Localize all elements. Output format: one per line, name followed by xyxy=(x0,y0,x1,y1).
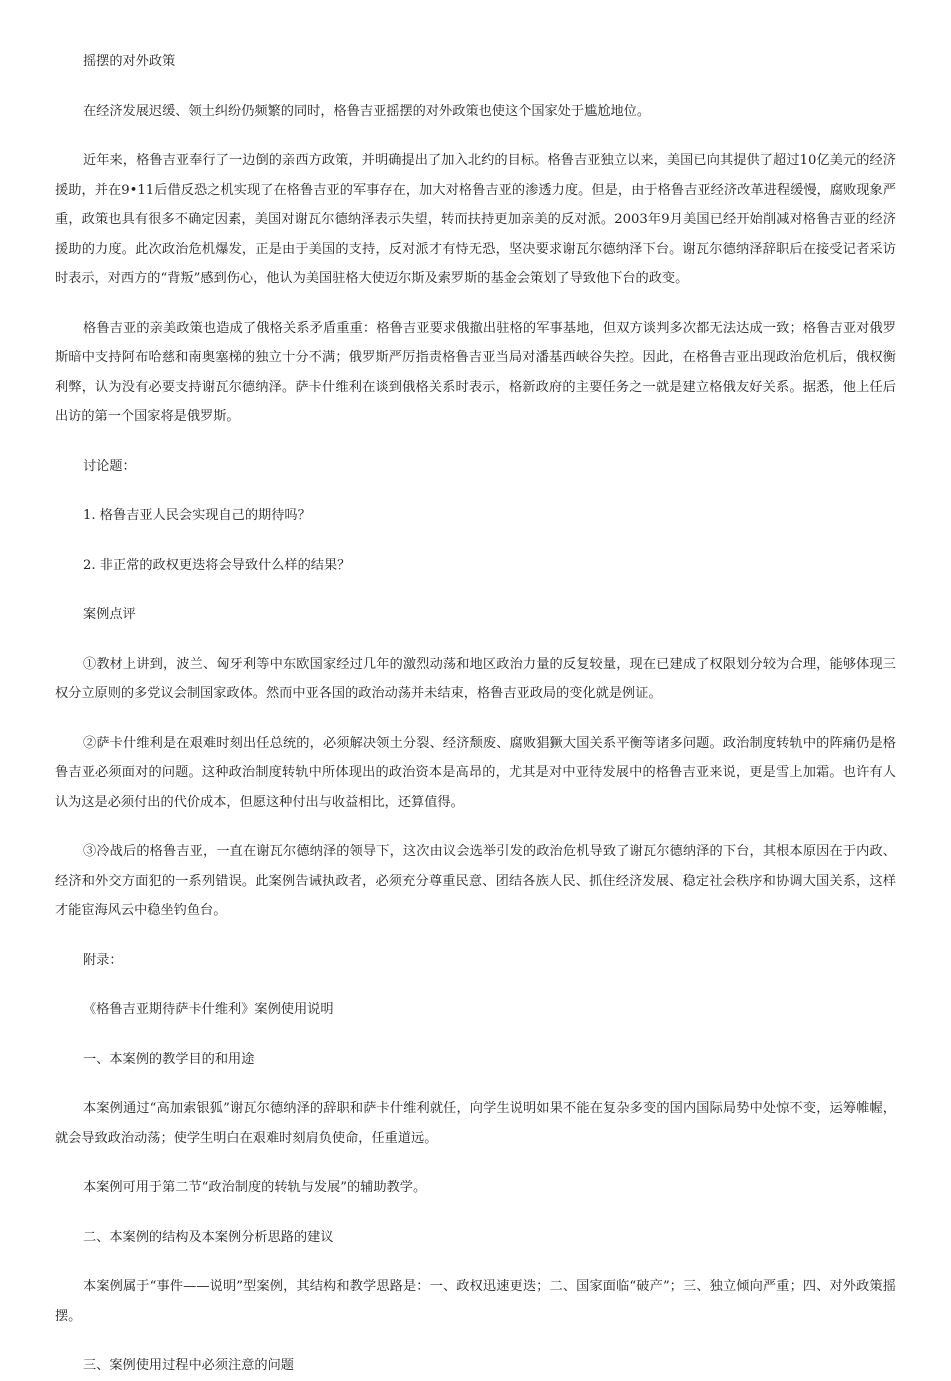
discussion-question-2: 2. 非正常的政权更迭将会导致什么样的结果？ xyxy=(83,557,351,573)
appendix-title: 《格鲁吉亚期待萨卡什维利》案例使用说明 xyxy=(83,1002,334,1017)
paragraph-russia-relations: 格鲁吉亚的亲美政策也造成了俄格关系矛盾重重：格鲁吉亚要求俄撤出驻格的军事基地，但双方谈判多次都无法达成一致；格鲁吉亚对俄罗斯暗中支持阿布哈慈和南奥塞梯的独立十分不满；俄罗斯严厉指责格鲁吉亚当局对潘基西峡谷失控。因此，在格鲁吉亚出现政治危机后，俄权衡利弊，认为没有必要支持谢瓦尔德纳泽。萨卡什维利在谈到俄格关系时表示，格新政府的主要任务之一就是建立格俄友好关系。据悉，他上任后出访的第一个国家将是俄罗斯。 xyxy=(55,320,896,424)
review-point-1: ①教材上讲到，波兰、匈牙利等中东欧国家经过几年的激烈动荡和地区政治力量的反复较量，现在已建成了权限划分较为合理，能够体现三权分立原则的多党议会制国家政体。然而中亚各国的政治动荡并未结束，格鲁吉亚政局的变化就是例证。 xyxy=(55,656,896,701)
section-3-heading: 三、案例使用过程中必须注意的问题 xyxy=(83,1358,294,1373)
case-review-heading: 案例点评 xyxy=(83,607,136,622)
section-2-heading: 二、本案例的结构及本案例分析思路的建议 xyxy=(83,1229,334,1245)
section-1-heading: 一、本案例的教学目的和用途 xyxy=(83,1051,255,1067)
paragraph-intro: 在经济发展迟缓、领土纠纷仍频繁的同时，格鲁吉亚摇摆的对外政策也使这个国家处于尴尬地位。 xyxy=(83,103,651,119)
section-2-body: 本案例属于“事件——说明”型案例，其结构和教学思路是：一、政权迅速更迭；二、国家面临“破产”；三、独立倾向严重；四、对外政策摇摆。 xyxy=(55,1279,896,1324)
review-point-3: ③冷战后的格鲁吉亚，一直在谢瓦尔德纳泽的领导下，这次由议会选举引发的政治危机导致了谢瓦尔德纳泽的下台，其根本原因在于内政、经济和外交方面犯的一系列错误。此案例告诫执政者，必须充分尊重民意、团结各族人民、抓住经济发展、稳定社会秩序和协调大国关系，这样才能宦海风云中稳坐钓鱼台。 xyxy=(55,844,896,918)
section-heading-foreign-policy: 摇摆的对外政策 xyxy=(83,54,176,69)
appendix-heading: 附录： xyxy=(83,952,123,968)
section-1-usage: 本案例可用于第二节“政治制度的转轨与发展”的辅助教学。 xyxy=(83,1180,427,1195)
review-point-2: ②萨卡什维利是在艰难时刻出任总统的，必须解决领土分裂、经济颓废、腐败猖獗大国关系平衡等诸多问题。政治制度转轨中的阵痛仍是格鲁吉亚必须面对的问题。这种政治制度转轨中所体现出的政治资本是高昂的，尤其是对中亚待发展中的格鲁吉亚来说，更是雪上加霜。也许有人认为这是必须付出的代价成本，但愿这种付出与收益相比，还算值得。 xyxy=(55,735,896,810)
paragraph-pro-western-policy: 近年来，格鲁吉亚奉行了一边倒的亲西方政策，并明确提出了加入北约的目标。格鲁吉亚独立以来，美国已向其提供了超过10亿美元的经济援助，并在9•11后借反恐之机实现了在格鲁吉亚的军事存在，加大对格鲁吉亚的渗透力度。但是，由于格鲁吉亚经济改革进程缓慢，腐败现象严重，政策也具有很多不确定因素，美国对谢瓦尔德纳泽表示失望，转而扶持更加亲美的反对派。2003年9月美国已经开始削减对格鲁吉亚的经济援助的力度。此次政治危机爆发，正是由于美国的支持，反对派才有恃无恐，坚决要求谢瓦尔德纳泽下台。谢瓦尔德纳泽辞职后在接受记者采访时表示，对西方的“背叛”感到伤心，他认为美国驻格大使迈尔斯及索罗斯的基金会策划了导致他下台的政变。 xyxy=(55,153,896,286)
section-1-body: 本案例通过“高加索银狐”谢瓦尔德纳泽的辞职和萨卡什维利就任，向学生说明如果不能在复杂多变的国内国际局势中处惊不变，运筹帷幄，就会导致政治动荡；使学生明白在艰难时刻肩负使命，任重道远。 xyxy=(55,1101,896,1146)
discussion-heading: 讨论题： xyxy=(83,458,136,474)
discussion-question-1: 1. 格鲁吉亚人民会实现自己的期待吗？ xyxy=(83,508,311,523)
